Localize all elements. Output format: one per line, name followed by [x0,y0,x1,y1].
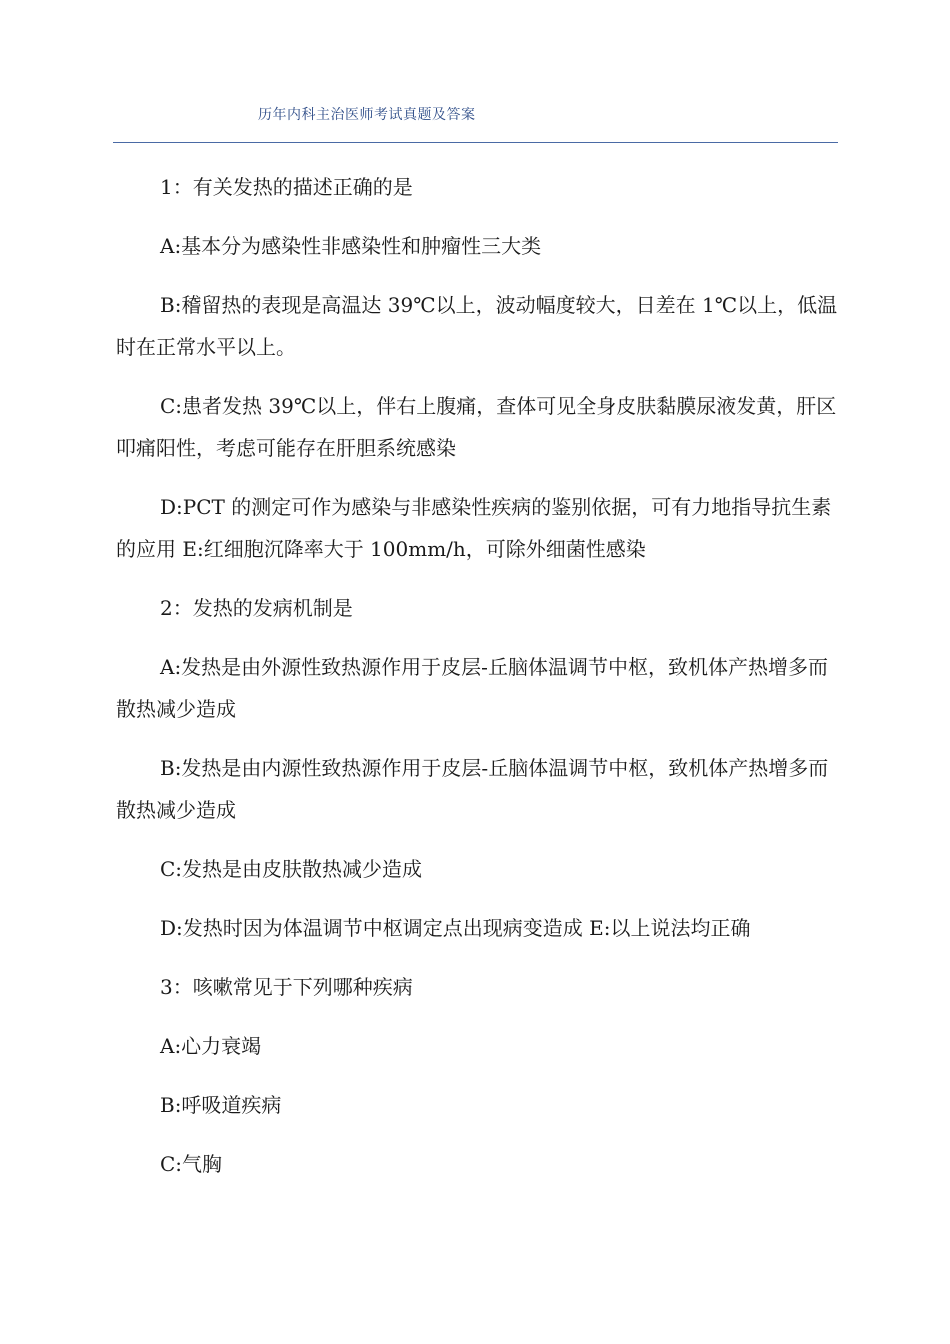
header-title: 历年内科主治医师考试真题及答案 [258,107,476,123]
question-1-option-a: A:基本分为感染性非感染性和肿瘤性三大类 [160,234,542,258]
question-1-stem: 1：有关发热的描述正确的是 [160,175,413,199]
question-3-option-b: B:呼吸道疾病 [160,1093,282,1117]
question-3-option-c: C:气胸 [160,1152,223,1176]
question-2-option-a: A:发热是由外源性致热源作用于皮层-丘脑体温调节中枢，致机体产热增多而散热减少造成 [116,655,828,721]
question-1-option-c: C:患者发热 39℃以上，伴右上腹痛，查体可见全身皮肤黏膜尿液发黄，肝区叩痛阳性，考虑可能存在肝胆系统感染 [116,394,837,460]
header-divider [113,142,838,143]
question-3-option-a: A:心力衰竭 [160,1034,262,1058]
question-2-stem: 2：发热的发病机制是 [160,596,353,620]
question-2-option-d-e: D:发热时因为体温调节中枢调定点出现病变造成 E:以上说法均正确 [160,916,751,940]
question-2-option-b: B:发热是由内源性致热源作用于皮层-丘脑体温调节中枢，致机体产热增多而散热减少造成 [116,756,829,822]
question-1-option-d-e: D:PCT 的测定可作为感染与非感染性疾病的鉴别依据，可有力地指导抗生素的应用 E:红细胞沉降率大于 100mm/h，可除外细菌性感染 [116,495,832,561]
document-body [116,166,838,1202]
question-3-stem: 3：咳嗽常见于下列哪种疾病 [160,975,413,999]
question-1-option-b: B:稽留热的表现是高温达 39℃以上，波动幅度较大，日差在 1℃以上，低温时在正常水平以上。 [116,293,838,359]
question-2-option-c: C:发热是由皮肤散热减少造成 [160,857,423,881]
